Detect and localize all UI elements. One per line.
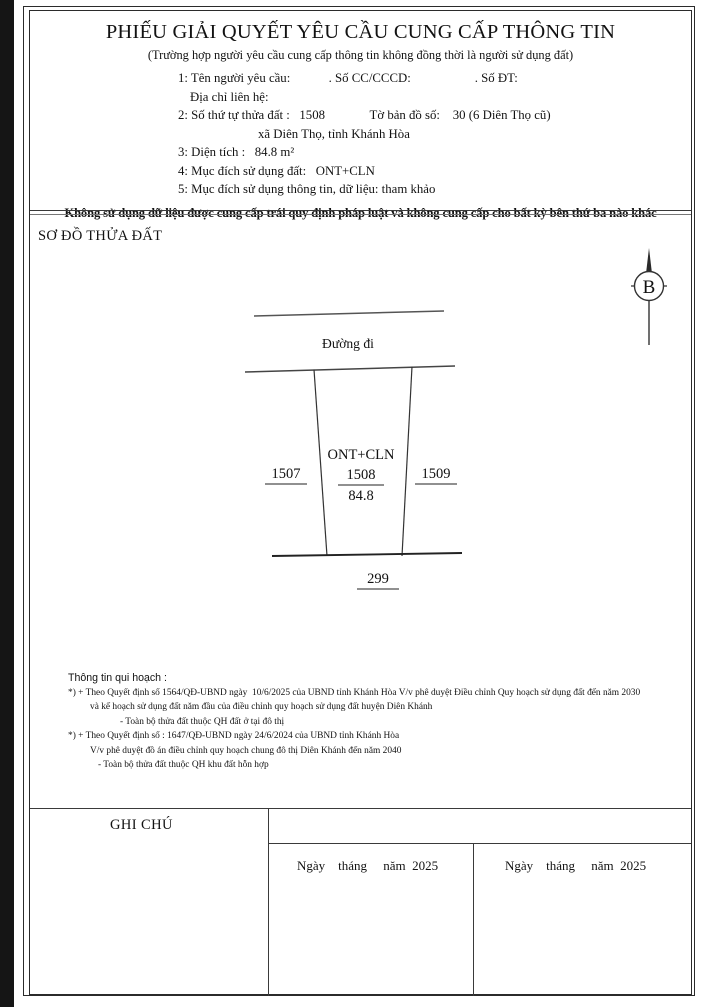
planning-heading: Thông tin qui hoạch : — [68, 672, 167, 684]
footer-table-col-divider-1 — [268, 808, 269, 996]
parcel-center-number: 1508 — [346, 467, 376, 483]
compass-north-label: B — [642, 277, 656, 298]
parcel-left-boundary — [314, 370, 327, 557]
footer-table-row-divider — [268, 843, 691, 844]
footer-table-top-border — [30, 808, 691, 809]
header-block — [30, 11, 691, 221]
field-locality: xã Diên Thọ, tỉnh Khánh Hòa — [258, 126, 410, 141]
usage-notice: Không sử dụng dữ liệu được cung cấp trái quy định pháp luật và không cung cấp cho bất kỳ bên thứ ba nào khác — [64, 205, 657, 220]
planning-item: - Toàn bộ thửa đất thuộc QH khu đất hỗn hợp — [98, 760, 269, 771]
note-header: GHI CHÚ — [110, 817, 173, 833]
planning-item: - Toàn bộ thửa đất thuộc QH đất ở tại đô thị — [120, 716, 285, 727]
signature-date-right: Ngày tháng năm 2025 — [505, 858, 647, 873]
parcel-bottom-number: 299 — [367, 571, 389, 587]
parcel-bottom-boundary — [272, 553, 462, 556]
planning-item: *) + Theo Quyết định số 1564/QĐ-UBND ngày 10/6/2025 của UBND tỉnh Khánh Hòa V/v phê duyệt Điều chỉnh Quy hoạch sử dụng đất đến năm 2030 — [68, 688, 641, 698]
planning-item: và kế hoạch sử dụng đất năm đầu của điều chỉnh quy hoạch sử dụng đất huyện Diên Khánh — [90, 702, 433, 713]
diagram-section-title: SƠ ĐỒ THỬA ĐẤT — [38, 228, 163, 244]
field-area: 3: Diện tích : 84.8 m² — [178, 145, 295, 159]
scan-edge-band — [0, 0, 14, 1007]
parcel-right-number: 1509 — [421, 466, 451, 482]
parcel-center-area: 84.8 — [348, 488, 374, 504]
field-requester-name: 1: Tên người yêu cầu: . Số CC/CCCD: . Số ĐT: — [178, 71, 518, 85]
parcel-left-number: 1507 — [271, 466, 301, 482]
document-subtitle: (Trường hợp người yêu cầu cung cấp thông tin không đồng thời là người sử dụng đất) — [147, 48, 574, 62]
planning-item: *) + Theo Quyết định số : 1647/QĐ-UBND ngày 24/6/2024 của UBND tỉnh Khánh Hòa — [68, 731, 400, 742]
field-contact-address: Địa chỉ liên hệ: — [190, 89, 269, 104]
scan-edge-gap — [14, 0, 23, 1007]
footer-table-col-divider-2 — [473, 843, 474, 996]
planning-item: V/v phê duyệt đồ án điều chỉnh quy hoạch chung đô thị Diên Khánh đến năm 2040 — [90, 745, 402, 756]
parcel-diagram — [30, 215, 691, 665]
field-land-use-purpose: 4: Mục đích sử dụng đất: ONT+CLN — [178, 163, 375, 178]
section-divider-top-a — [30, 210, 691, 211]
page-title: PHIẾU GIẢI QUYẾT YÊU CẦU CUNG CẤP THÔNG TIN — [105, 21, 616, 43]
road-label: Đường đi — [322, 336, 374, 351]
road-lower-edge — [245, 366, 455, 372]
field-parcel-number: 2: Số thứ tự thửa đất : 1508 Tờ bản đồ số: 30 (6 Diên Thọ cũ) — [178, 108, 551, 122]
parcel-right-boundary — [402, 367, 412, 557]
parcel-center-purpose: ONT+CLN — [327, 447, 395, 463]
planning-info-block — [68, 672, 683, 772]
road-upper-edge — [254, 311, 444, 316]
signature-date-left: Ngày tháng năm 2025 — [297, 858, 439, 873]
field-info-purpose: 5: Mục đích sử dụng thông tin, dữ liệu: tham khảo — [178, 182, 436, 196]
